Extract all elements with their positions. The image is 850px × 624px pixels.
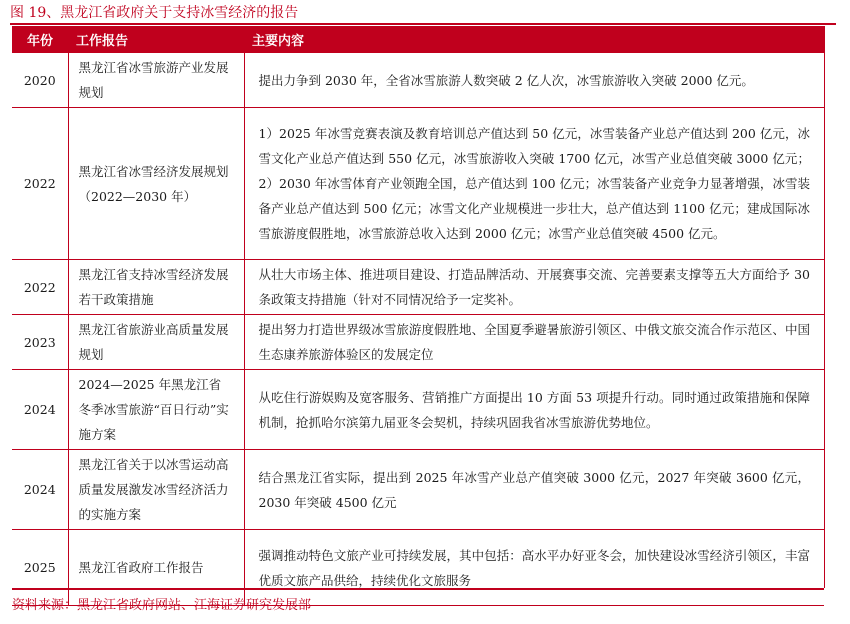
year-cell: 2023: [12, 315, 68, 370]
report-cell: 黑龙江省冰雪旅游产业发展规划: [68, 53, 244, 108]
content-cell: 1）2025 年冰雪竞赛表演及教育培训总产值达到 50 亿元，冰雪装备产业总产值达到 200 亿元，冰雪文化产业总产值达到 550 亿元，冰雪旅游收入突破 1700 亿元，冰雪产业总值突破 3000 亿元；2）2030 年冰雪体育产业领跑全国，总产值达到 100 亿元；冰雪装备产业竞争力显著增强，冰雪装备产业总产值达到 500 亿元；冰雪文化产业规模进一步壮大，总产值达到 1100 亿元；建成国际冰雪旅游度假胜地，冰雪旅游总收入达到 2000 亿元；冰雪产业总值突破 4500 亿元。: [244, 108, 824, 260]
table-row: [12, 530, 824, 606]
content-cell: 从吃住行游娱购及宽客服务、营销推广方面提出 10 方面 53 项提升行动。同时通过政策措施和保障机制，抢抓哈尔滨第九届亚冬会契机，持续巩固我省冰雪旅游优势地位。: [244, 370, 824, 450]
year-cell: 2022: [12, 260, 68, 315]
report-table-container: [12, 26, 825, 588]
report-cell: 黑龙江省旅游业高质量发展规划: [68, 315, 244, 370]
report-cell: 黑龙江省关于以冰雪运动高质量发展激发冰雪经济活力的实施方案: [68, 450, 244, 530]
table-row: [12, 450, 824, 530]
year-cell: 2024: [12, 370, 68, 450]
title-divider: [10, 23, 836, 25]
table-header-row: [12, 26, 824, 53]
report-cell: 黑龙江省支持冰雪经济发展若干政策措施: [68, 260, 244, 315]
year-cell: 2024: [12, 450, 68, 530]
content-cell: 结合黑龙江省实际，提出到 2025 年冰雪产业总产值突破 3000 亿元，2027 年突破 3600 亿元，2030 年突破 4500 亿元: [244, 450, 824, 530]
report-cell: 黑龙江省政府工作报告: [68, 530, 244, 606]
header-content: 主要内容: [244, 26, 824, 53]
year-cell: 2022: [12, 108, 68, 260]
table-row: [12, 315, 824, 370]
table-row: [12, 370, 824, 450]
table-row: [12, 53, 824, 108]
header-report: 工作报告: [68, 26, 244, 53]
header-year: 年份: [12, 26, 68, 53]
content-cell: 强调推动特色文旅产业可持续发展，其中包括：高水平办好亚冬会，加快建设冰雪经济引领区，丰富优质文旅产品供给，持续优化文旅服务: [244, 530, 824, 606]
report-cell: 2024—2025 年黑龙江省冬季冰雪旅游“百日行动”实施方案: [68, 370, 244, 450]
content-cell: 提出力争到 2030 年，全省冰雪旅游人数突破 2 亿人次，冰雪旅游收入突破 2000 亿元。: [244, 53, 824, 108]
figure-title: 图 19、黑龙江省政府关于支持冰雪经济的报告: [10, 5, 299, 21]
content-cell: 从壮大市场主体、推进项目建设、打造品牌活动、开展赛事交流、完善要素支撑等五大方面给予 30 条政策支持措施（针对不同情况给予一定奖补。: [244, 260, 824, 315]
year-cell: 2020: [12, 53, 68, 108]
table-row: [12, 260, 824, 315]
source-note: 资料来源：黑龙江省政府网站、江海证券研究发展部: [12, 598, 312, 613]
year-cell: 2025: [12, 530, 68, 606]
report-cell: 黑龙江省冰雪经济发展规划（2022—2030 年）: [68, 108, 244, 260]
content-cell: 提出努力打造世界级冰雪旅游度假胜地、全国夏季避暑旅游引领区、中俄文旅交流合作示范区、中国生态康养旅游体验区的发展定位: [244, 315, 824, 370]
table-row: [12, 108, 824, 260]
table-bottom-divider: [12, 588, 824, 590]
report-table: [12, 26, 824, 606]
